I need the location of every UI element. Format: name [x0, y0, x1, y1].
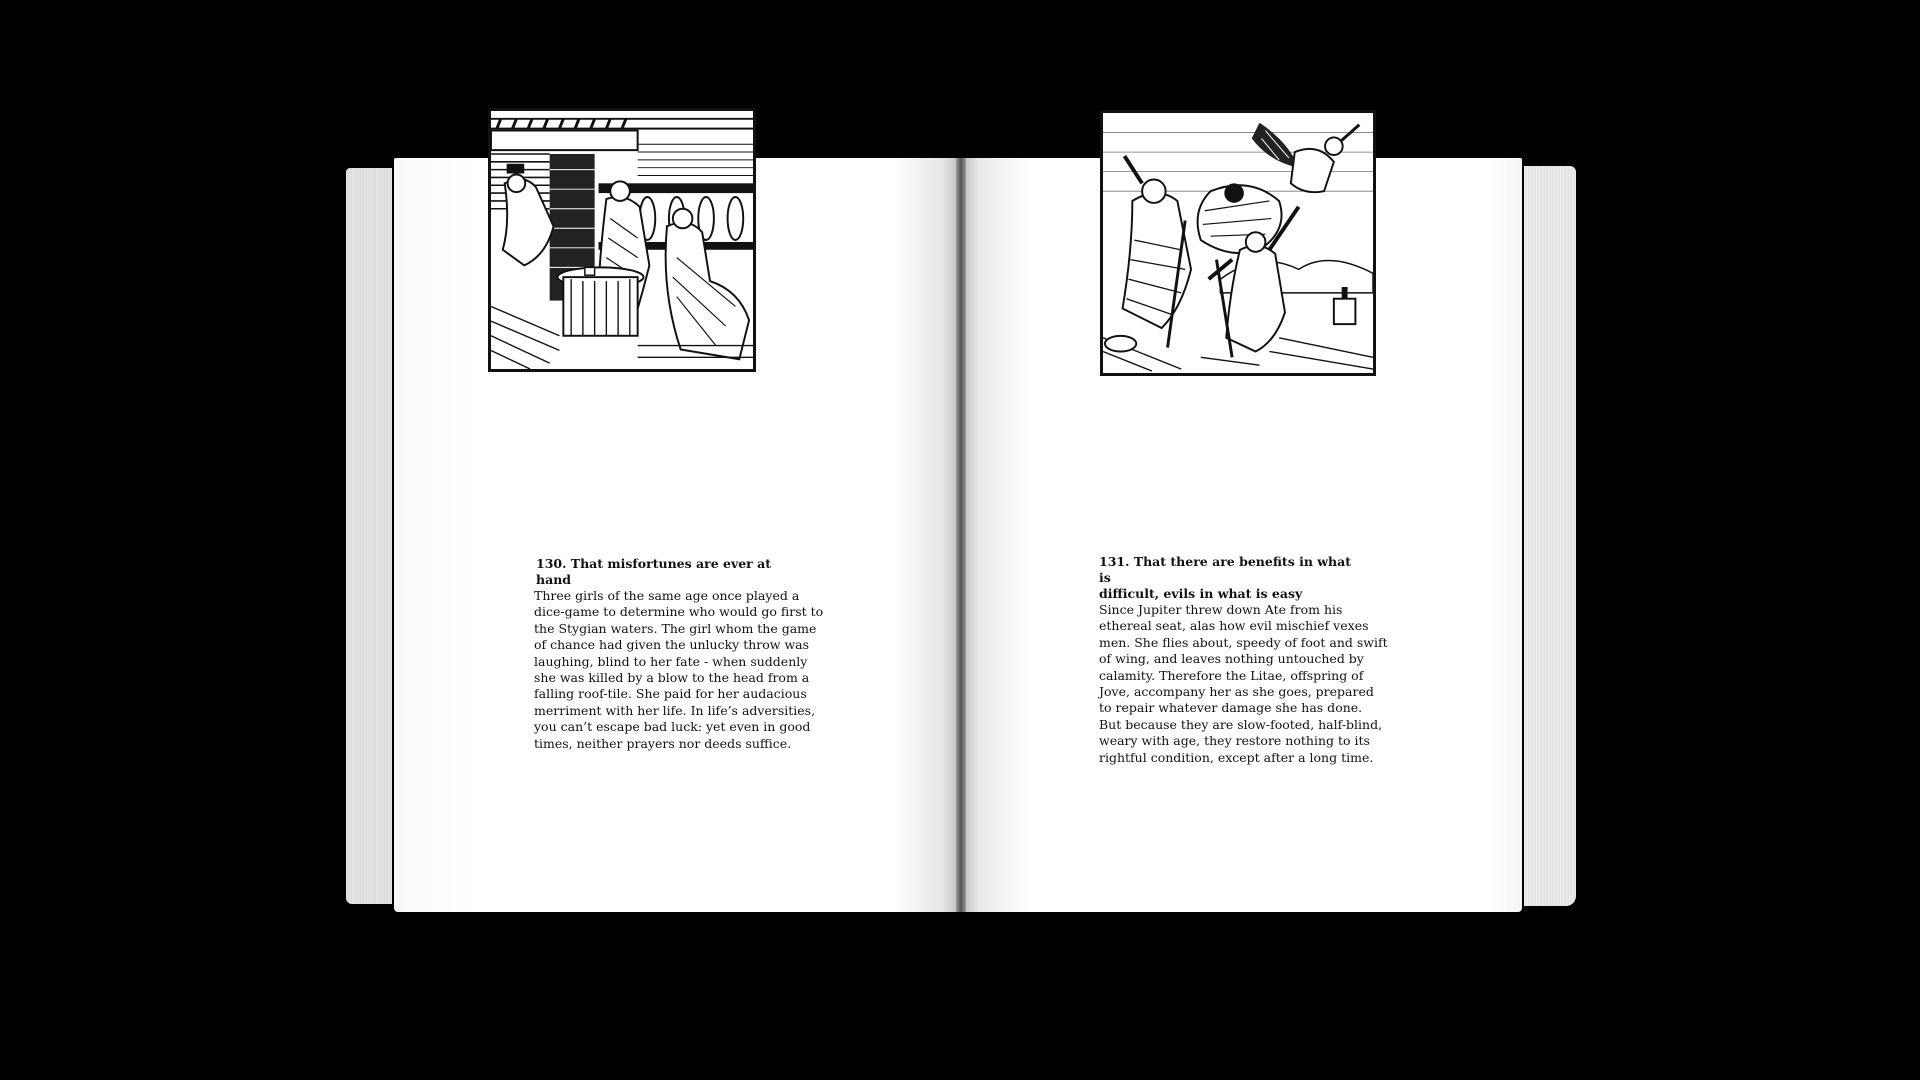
right-body-line: weary with age, they restore nothing to its — [1099, 733, 1370, 749]
right-body-line: rightful condition, except after a long time. — [1099, 749, 1374, 765]
right-body-line: ethereal seat, alas how evil mischief vexes — [1099, 618, 1369, 634]
right-page-body — [1099, 602, 1388, 766]
left-body-line: times, neither prayers nor deeds suffice. — [534, 735, 792, 751]
left-body-line: dice-game to determine who would go first to — [534, 604, 824, 620]
woodcut-flying-figures-illustration — [1100, 110, 1376, 376]
right-body-line: of wing, and leaves nothing untouched by — [1099, 651, 1364, 667]
right-body-line: Since Jupiter threw down Ate from his — [1099, 602, 1343, 617]
book-gutter — [956, 158, 966, 912]
right-heading-line: difficult, evils in what is easy — [1099, 586, 1303, 601]
left-body-line: falling roof-tile. She paid for her audacious — [534, 686, 807, 702]
left-page-heading: 130. That misfortunes are ever at hand — [536, 556, 771, 587]
right-body-line: Jove, accompany her as she goes, prepared — [1099, 684, 1374, 700]
right-heading-line: 131. That there are benefits in what is — [1099, 554, 1352, 585]
left-page-body — [534, 588, 824, 752]
left-page-edges — [346, 168, 392, 904]
right-body-line: men. She flies about, speedy of foot and swift — [1099, 634, 1388, 650]
left-body-line: of chance had given the unlucky throw was — [534, 637, 810, 653]
left-body-line: the Stygian waters. The girl whom the game — [534, 620, 817, 636]
woodcut-dice-game-illustration — [488, 108, 756, 372]
right-body-line: to repair whatever damage she has done. — [1099, 700, 1363, 716]
right-page-edges — [1524, 166, 1576, 906]
right-body-line: But because they are slow-footed, half-blind, — [1099, 716, 1383, 732]
left-body-line: she was killed by a blow to the head from a — [534, 670, 810, 686]
left-body-line: you can’t escape bad luck: yet even in good — [534, 719, 811, 735]
left-body-line: Three girls of the same age once played a — [534, 588, 800, 603]
left-body-line: merriment with her life. In life’s adversities, — [534, 702, 816, 718]
left-body-line: laughing, blind to her fate - when suddenly — [534, 653, 808, 669]
right-page-heading — [1099, 554, 1359, 602]
right-body-line: calamity. Therefore the Litae, offspring of — [1099, 667, 1364, 683]
